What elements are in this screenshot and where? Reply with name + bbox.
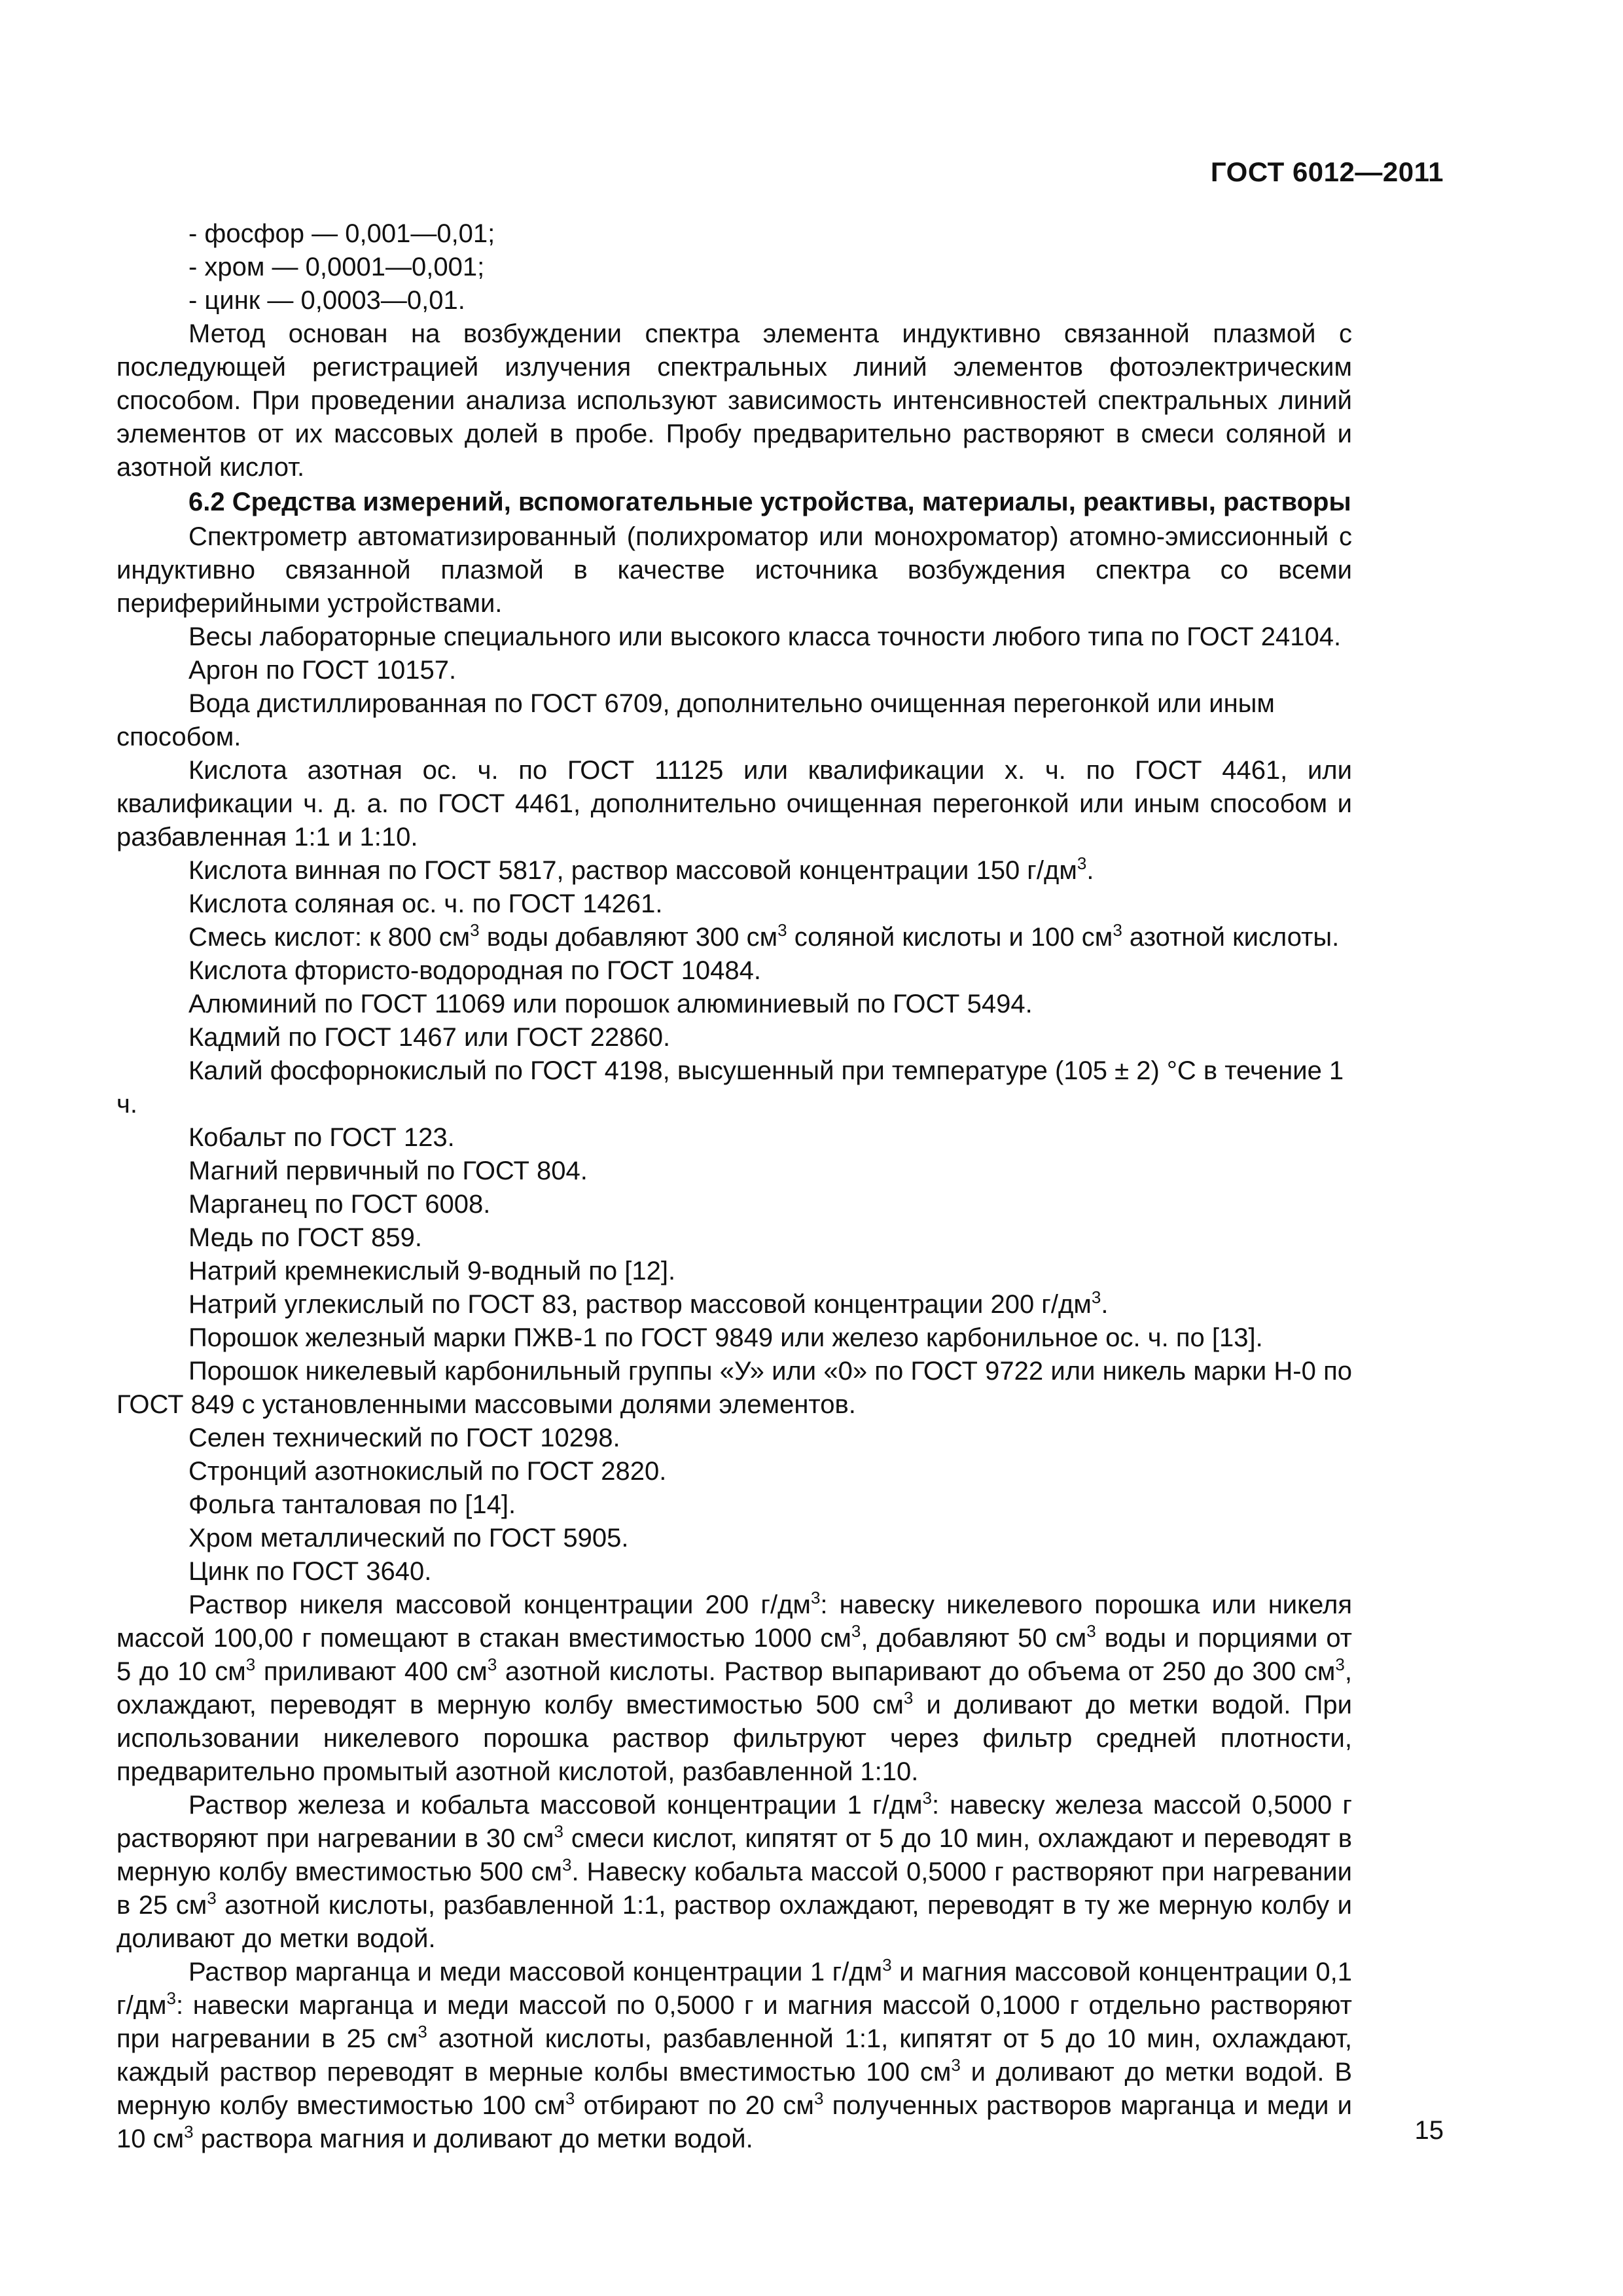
superscript: 3 xyxy=(1113,920,1122,940)
text-run: Порошок никелевый карбонильный группы «У» или «0» по ГОСТ 9722 или никель марки Н-0 по ГОСТ 849 с установленными массовыми долями элементов. xyxy=(116,1357,1352,1419)
text-run: приливают 400 см xyxy=(255,1657,488,1686)
paragraph-argon xyxy=(116,654,1352,687)
superscript: 3 xyxy=(562,1855,572,1874)
list-item: - фосфор — 0,001—0,01; xyxy=(188,219,495,248)
paragraph-hydrochloric-acid xyxy=(116,888,1352,921)
text-run: смеси кислот, кипятят от 5 до 10 мин, охлаждают и переводят в мерную колбу вместимостью 500 см xyxy=(116,1824,1352,1886)
paragraph-magnesium xyxy=(116,1155,1352,1188)
text-run: полученных растворов марганца и меди и 10 см xyxy=(116,2091,1352,2153)
superscript: 3 xyxy=(245,1655,256,1674)
text-run: Аргон по ГОСТ 10157. xyxy=(188,656,457,685)
paragraph-water xyxy=(116,687,1352,754)
paragraph-chromium xyxy=(116,1522,1352,1555)
page-number: 15 xyxy=(1414,2116,1444,2145)
paragraph-strontium-nitrate xyxy=(116,1455,1352,1488)
superscript: 3 xyxy=(777,920,787,940)
text-run: , охлаждают, переводят в мерную колбу вместимостью 500 см xyxy=(116,1657,1353,1719)
paragraph-tartaric-acid xyxy=(116,854,1352,888)
text-run: Кислота винная по ГОСТ 5817, раствор массовой концентрации 150 г/дм xyxy=(188,856,1077,885)
text-run: Цинк по ГОСТ 3640. xyxy=(188,1557,432,1586)
paragraph-iron-powder xyxy=(116,1321,1352,1355)
paragraphs xyxy=(116,317,1352,2156)
paragraph-spectrometer xyxy=(116,520,1352,620)
text-run: азотной кислоты. xyxy=(1122,923,1340,952)
text-run: Алюминий по ГОСТ 11069 или порошок алюминиевый по ГОСТ 5494. xyxy=(188,990,1033,1018)
list-item: - хром — 0,0001—0,001; xyxy=(188,253,485,281)
text-run: Калий фосфорнокислый по ГОСТ 4198, высушенный при температуре (105 ± 2) °С в течение 1 ч. xyxy=(116,1056,1344,1119)
paragraph-hydrofluoric-acid xyxy=(116,954,1352,988)
superscript: 3 xyxy=(903,1688,914,1708)
paragraph-nitric-acid xyxy=(116,754,1352,854)
text-run: воды добавляют 300 см xyxy=(479,923,778,952)
paragraph-cobalt xyxy=(116,1121,1352,1155)
text-run: Кадмий по ГОСТ 1467 или ГОСТ 22860. xyxy=(188,1023,671,1052)
text-run: воды и порциями от 5 до 10 см xyxy=(116,1624,1353,1686)
superscript: 3 xyxy=(487,1655,497,1674)
text-run: Кислота соляная ос. ч. по ГОСТ 14261. xyxy=(188,889,663,918)
text-run: . xyxy=(1086,856,1094,885)
superscript: 3 xyxy=(166,1988,177,2008)
paragraph-iron-cobalt-solution xyxy=(116,1789,1352,1956)
paragraph-selenium xyxy=(116,1422,1352,1455)
text-run: Кобальт по ГОСТ 123. xyxy=(188,1123,455,1152)
superscript: 3 xyxy=(470,920,480,940)
text-run: Порошок железный марки ПЖВ-1 по ГОСТ 9849 или железо карбонильное ос. ч. по [13]. xyxy=(188,1323,1263,1352)
text-run: Спектрометр автоматизированный (полихроматор или монохроматор) атомно-эмиссионный с индуктивно связанной плазмой в качестве источника возбуждения спектра со всеми периферийными устройствами. xyxy=(116,522,1352,618)
paragraph-scales xyxy=(116,620,1352,654)
superscript: 3 xyxy=(1077,853,1087,873)
paragraph-copper xyxy=(116,1221,1352,1255)
section-heading xyxy=(116,486,1352,519)
paragraph-method xyxy=(116,317,1352,484)
text-run: : навески марганца и меди массой по 0,5000 г и магния массой 0,1000 г отдельно растворяют при нагревании в 25 см xyxy=(116,1991,1352,2053)
superscript: 3 xyxy=(951,2055,961,2075)
paragraph-potassium-phosphate xyxy=(116,1054,1352,1121)
text-run: Метод основан на возбуждении спектра элемента индуктивно связанной плазмой с последующей регистрацией излучения спектральных линий элементов фотоэлектрическим способом. При проведении анализа используют зависимость интенсивностей спектральных линий элементов от их массовых долей в пробе. Пробу предварительно растворяют в смеси соляной и азотной кислот. xyxy=(116,319,1352,482)
paragraph-nickel-powder xyxy=(116,1355,1352,1422)
superscript: 3 xyxy=(810,1588,821,1607)
text-run: 6.2 Средства измерений, вспомогательные устройства, материалы, реактивы, растворы xyxy=(188,488,1351,516)
text-run: и магния массовой концентрации 0,1 г/дм xyxy=(116,1958,1352,2020)
paragraph-cadmium xyxy=(116,1021,1352,1054)
text-run: Весы лабораторные специального или высокого класса точности любого типа по ГОСТ 24104. xyxy=(188,622,1342,651)
superscript: 3 xyxy=(207,1888,217,1908)
text-run: и доливают до метки водой. При использовании никелевого порошка раствор фильтруют через фильтр средней плотности, предварительно промытый азотной кислотой, разбавленной 1:10. xyxy=(116,1691,1352,1786)
text-run: Натрий углекислый по ГОСТ 83, раствор массовой концентрации 200 г/дм xyxy=(188,1290,1092,1319)
text-run: азотной кислоты. Раствор выпаривают до объема от 250 до 300 см xyxy=(497,1657,1336,1686)
text-run: . xyxy=(1101,1290,1109,1319)
superscript: 3 xyxy=(554,1821,564,1841)
superscript: 3 xyxy=(1091,1287,1101,1307)
paragraph-zinc xyxy=(116,1555,1352,1588)
superscript: 3 xyxy=(418,2022,427,2041)
text-run: раствора магния и доливают до метки водой. xyxy=(193,2125,753,2153)
text-run: , добавляют 50 см xyxy=(861,1624,1087,1653)
text-run: Фольга танталовая по [14]. xyxy=(188,1490,516,1519)
list-item: - цинк — 0,0003—0,01. xyxy=(188,286,465,315)
text-run: Медь по ГОСТ 859. xyxy=(188,1223,422,1252)
text-run: Натрий кремнекислый 9-водный по [12]. xyxy=(188,1257,676,1285)
text-run: Стронций азотнокислый по ГОСТ 2820. xyxy=(188,1457,667,1486)
superscript: 3 xyxy=(184,2122,194,2142)
superscript: 3 xyxy=(882,1955,892,1975)
text-run: соляной кислоты и 100 см xyxy=(787,923,1113,952)
text-run: Кислота фтористо-водородная по ГОСТ 10484. xyxy=(188,956,762,985)
paragraph-sodium-silicate xyxy=(116,1255,1352,1288)
text-run: Раствор никеля массовой концентрации 200 г/дм xyxy=(188,1590,811,1619)
text-run: и доливают до метки водой. В мерную колбу вместимостью 100 см xyxy=(116,2058,1352,2120)
text-run: Магний первичный по ГОСТ 804. xyxy=(188,1157,588,1185)
superscript: 3 xyxy=(1335,1655,1345,1674)
text-run: азотной кислоты, разбавленной 1:1, раствор охлаждают, переводят в ту же мерную колбу и доливают до метки водой. xyxy=(116,1891,1353,1953)
standard-code-header: ГОСТ 6012—2011 xyxy=(1210,156,1444,187)
superscript: 3 xyxy=(922,1788,932,1808)
text-run: отбирают по 20 см xyxy=(575,2091,814,2120)
paragraph-aluminium xyxy=(116,988,1352,1021)
text-run: Селен технический по ГОСТ 10298. xyxy=(188,1424,620,1452)
text-run: Смесь кислот: к 800 см xyxy=(188,923,471,952)
paragraph-nickel-solution xyxy=(116,1588,1352,1789)
element-range-list xyxy=(116,217,1352,317)
text-run: Раствор железа и кобальта массовой концентрации 1 г/дм xyxy=(188,1791,923,1820)
text-run: Кислота азотная ос. ч. по ГОСТ 11125 или квалификации х. ч. по ГОСТ 4461, или квалификации ч. д. а. по ГОСТ 4461, дополнительно очищенная перегонкой или иным способом и разбавленная 1:1 и 1:10. xyxy=(116,756,1352,852)
paragraph-manganese xyxy=(116,1188,1352,1221)
text-run: : навеску железа массой 0,5000 г растворяют при нагревании в 30 см xyxy=(116,1791,1352,1853)
text-run: : навеску никелевого порошка или никеля массой 100,00 г помещают в стакан вместимостью 1000 см xyxy=(116,1590,1353,1653)
superscript: 3 xyxy=(851,1621,861,1641)
text-run: . Навеску кобальта массой 0,5000 г растворяют при нагревании в 25 см xyxy=(116,1857,1352,1920)
superscript: 3 xyxy=(813,2089,824,2108)
text-run: азотной кислоты, разбавленной 1:1, кипятят от 5 до 10 мин, охлаждают, каждый раствор переводят в мерные колбы вместимостью 100 см xyxy=(116,2024,1353,2087)
text-run: Раствор марганца и меди массовой концентрации 1 г/дм xyxy=(188,1958,883,1986)
text-run: Хром металлический по ГОСТ 5905. xyxy=(188,1524,629,1552)
text-run: Марганец по ГОСТ 6008. xyxy=(188,1190,491,1219)
paragraph-sodium-carbonate xyxy=(116,1288,1352,1321)
text-run: Вода дистиллированная по ГОСТ 6709, дополнительно очищенная перегонкой или иным способом. xyxy=(116,689,1275,751)
superscript: 3 xyxy=(565,2089,575,2108)
paragraph-manganese-copper-magnesium-solution xyxy=(116,1956,1352,2156)
paragraph-tantalum-foil xyxy=(116,1488,1352,1522)
document-body xyxy=(116,217,1352,2156)
superscript: 3 xyxy=(1086,1621,1096,1641)
paragraph-acid-mixture xyxy=(116,921,1352,954)
